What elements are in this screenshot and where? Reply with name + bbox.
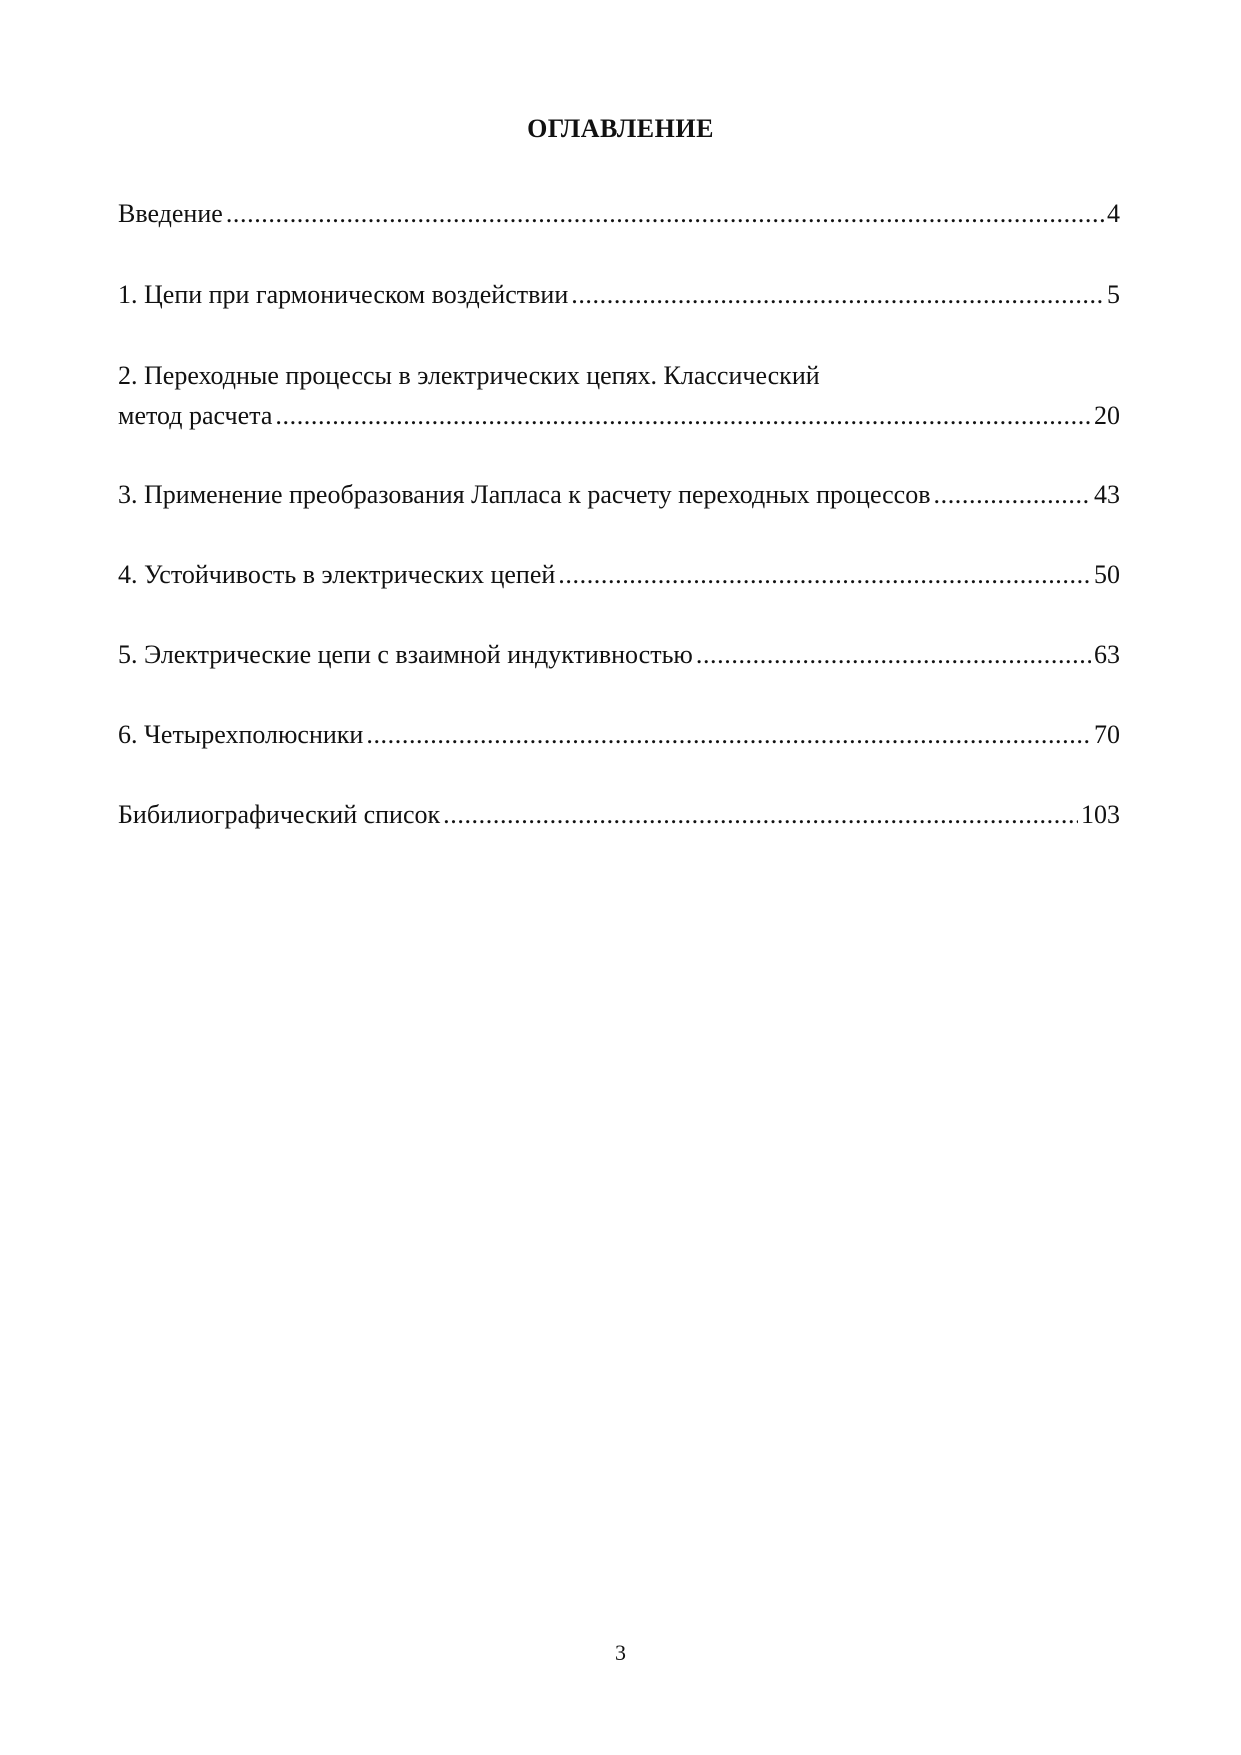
toc-dot-leader — [226, 194, 1104, 234]
toc-entry-page: 43 — [1094, 480, 1120, 509]
toc-entry-chapter-3[interactable] — [118, 475, 1120, 515]
toc-entry-title: 5. Электрические цепи с взаимной индуктивностью — [118, 640, 693, 669]
toc-entry-page: 70 — [1094, 720, 1120, 749]
toc-entry-page: 103 — [1081, 800, 1120, 829]
toc-entry-title: 4. Устойчивость в электрических цепей — [118, 560, 556, 589]
toc-entry-chapter-1[interactable] — [118, 275, 1120, 315]
toc-entry-title: Введение — [118, 199, 223, 228]
toc-entry-title: 3. Применение преобразования Лапласа к расчету переходных процессов — [118, 480, 931, 509]
toc-entry-chapter-5[interactable] — [118, 635, 1120, 675]
toc-entry-page: 63 — [1094, 640, 1120, 669]
toc-dot-leader — [366, 715, 1091, 755]
toc-entry-chapter-2[interactable] — [118, 356, 1120, 436]
toc-entry-chapter-6[interactable] — [118, 715, 1120, 755]
toc-entry-page: 5 — [1107, 280, 1120, 309]
toc-dot-leader — [696, 635, 1091, 675]
toc-dot-leader — [443, 795, 1078, 835]
toc-entry-title: 1. Цепи при гармоническом воздействии — [118, 280, 569, 309]
toc-entry-title: 6. Четырехполюсники — [118, 720, 364, 749]
toc-entry-page: 4 — [1107, 199, 1120, 228]
toc-entry-title-line1: 2. Переходные процессы в электрических цепях. Классический — [118, 361, 820, 390]
toc-entry-title: Бибилиографический список — [118, 800, 441, 829]
toc-entry-title-line2: метод расчета — [118, 401, 273, 430]
page-number: 3 — [615, 1640, 626, 1665]
toc-dot-leader — [934, 475, 1092, 515]
toc-dot-leader — [558, 555, 1091, 595]
toc-dot-leader — [571, 275, 1104, 315]
toc-title: ОГЛАВЛЕНИЕ — [527, 114, 714, 143]
toc-entry-page: 50 — [1094, 560, 1120, 589]
toc-dot-leader — [275, 396, 1091, 436]
toc-entry-bibliography[interactable] — [118, 795, 1120, 835]
toc-entry-introduction[interactable] — [118, 194, 1120, 234]
toc-entry-page: 20 — [1094, 401, 1120, 430]
toc-entry-chapter-4[interactable] — [118, 555, 1120, 595]
